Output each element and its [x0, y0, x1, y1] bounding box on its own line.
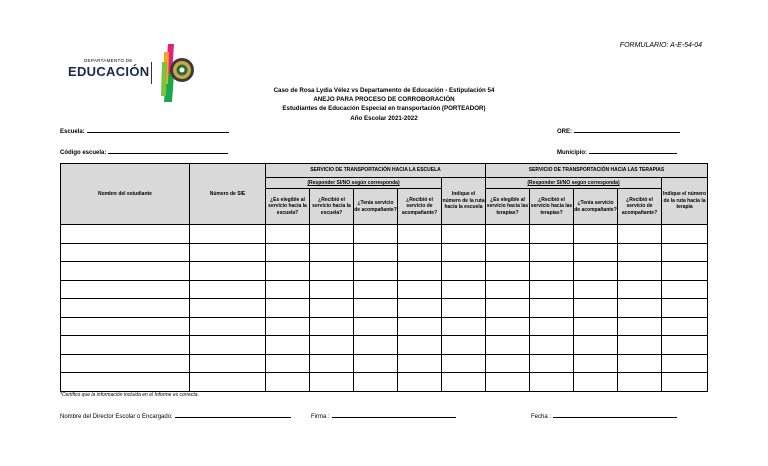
- corroboration-table: [60, 163, 708, 392]
- school-route-header: Indique el número de la ruta hacia la escuela: [442, 178, 486, 225]
- table-cell[interactable]: [618, 354, 662, 373]
- therapy-q-companion-received: ¿Recibió el servicio de acompañante?: [618, 189, 662, 225]
- firma-field[interactable]: [311, 414, 456, 420]
- table-cell[interactable]: [190, 262, 266, 281]
- table-cell[interactable]: [530, 317, 574, 336]
- table-cell[interactable]: [486, 280, 530, 299]
- table-cell[interactable]: [662, 317, 708, 336]
- codigo-label: Código escuela:: [60, 150, 107, 156]
- table-cell[interactable]: [574, 225, 618, 244]
- table-cell[interactable]: [618, 262, 662, 281]
- table-cell[interactable]: [574, 317, 618, 336]
- table-cell[interactable]: [398, 373, 442, 392]
- table-cell[interactable]: [442, 373, 486, 392]
- table-cell[interactable]: [266, 225, 310, 244]
- col-student-name: Nombre del estudiante: [61, 164, 190, 225]
- director-blank[interactable]: [175, 417, 291, 418]
- table-cell[interactable]: [398, 225, 442, 244]
- table-cell[interactable]: [266, 354, 310, 373]
- ore-blank[interactable]: [574, 132, 680, 133]
- table-cell[interactable]: [662, 262, 708, 281]
- table-row: [61, 354, 708, 373]
- table-cell[interactable]: [530, 299, 574, 318]
- ore-field[interactable]: [557, 129, 680, 135]
- table-cell[interactable]: [662, 225, 708, 244]
- table-cell[interactable]: [266, 336, 310, 355]
- table-cell[interactable]: [190, 336, 266, 355]
- table-cell[interactable]: [574, 373, 618, 392]
- table-cell[interactable]: [486, 317, 530, 336]
- table-cell[interactable]: [530, 354, 574, 373]
- therapy-route-header: Indique el número de la ruta hacia la terapia: [662, 178, 708, 225]
- table-cell[interactable]: [618, 243, 662, 262]
- table-cell[interactable]: [190, 373, 266, 392]
- title-line-4: Año Escolar 2021-2022: [350, 114, 418, 122]
- table-cell[interactable]: [398, 317, 442, 336]
- table-cell[interactable]: [190, 299, 266, 318]
- table-cell[interactable]: [61, 225, 190, 244]
- fecha-blank[interactable]: [553, 417, 677, 418]
- table-cell[interactable]: [310, 280, 354, 299]
- school-q-companion-received: ¿Recibió el servicio de acompañante?: [398, 189, 442, 225]
- table-cell[interactable]: [398, 262, 442, 281]
- table-row: [61, 336, 708, 355]
- table-cell[interactable]: [266, 299, 310, 318]
- table-cell[interactable]: [618, 280, 662, 299]
- table-row: [61, 299, 708, 318]
- group-school-transport: SERVICIO DE TRANSPORTACIÓN HACIA LA ESCUELA: [266, 164, 486, 178]
- table-cell[interactable]: [61, 317, 190, 336]
- table-cell[interactable]: [618, 317, 662, 336]
- school-q-received: ¿Recibió el servicio hacia la escuela?: [310, 189, 354, 225]
- table-cell[interactable]: [354, 280, 398, 299]
- table-cell[interactable]: [442, 225, 486, 244]
- table-cell[interactable]: [486, 373, 530, 392]
- table-cell[interactable]: [530, 225, 574, 244]
- table-row: [61, 317, 708, 336]
- table-row: [61, 280, 708, 299]
- logo-dept-label: DEPARTAMENTO DE: [84, 58, 133, 63]
- logo-edu-label: EDUCACIÓN: [68, 64, 150, 79]
- title-line-1: Caso de Rosa Lydia Vélez vs Departamento de Educación - Estipulación 54: [273, 87, 495, 94]
- table-cell[interactable]: [354, 299, 398, 318]
- table-cell[interactable]: [310, 373, 354, 392]
- escuela-label: Escuela:: [60, 129, 85, 135]
- table-cell[interactable]: [442, 243, 486, 262]
- table-cell[interactable]: [310, 262, 354, 281]
- certification-footnote: *Certifico que la información incluida en el Informe es correcta.: [60, 392, 199, 398]
- table-cell[interactable]: [662, 354, 708, 373]
- table-cell[interactable]: [618, 225, 662, 244]
- therapy-respond-label: (Responder SI/NO según corresponda): [486, 178, 662, 189]
- table-cell[interactable]: [574, 243, 618, 262]
- table-cell[interactable]: [310, 299, 354, 318]
- table-cell[interactable]: [530, 336, 574, 355]
- table-cell[interactable]: [442, 354, 486, 373]
- table-cell[interactable]: [486, 354, 530, 373]
- title-line-2: ANEJO PARA PROCESO DE CORROBORACIÓN: [313, 96, 455, 104]
- table-cell[interactable]: [574, 262, 618, 281]
- table-cell[interactable]: [61, 243, 190, 262]
- table-cell[interactable]: [354, 373, 398, 392]
- table-cell[interactable]: [662, 336, 708, 355]
- table-cell[interactable]: [662, 280, 708, 299]
- table-cell[interactable]: [266, 373, 310, 392]
- escuela-field[interactable]: [60, 129, 229, 135]
- fecha-field[interactable]: [531, 414, 677, 420]
- table-cell[interactable]: [310, 225, 354, 244]
- director-signature-field[interactable]: [60, 414, 291, 420]
- table-cell[interactable]: [486, 262, 530, 281]
- table-cell[interactable]: [190, 354, 266, 373]
- table-cell[interactable]: [310, 317, 354, 336]
- table-cell[interactable]: [61, 354, 190, 373]
- table-cell[interactable]: [486, 225, 530, 244]
- table-cell[interactable]: [61, 262, 190, 281]
- school-q-eligible: ¿Es elegible al servicio hacia la escuela?: [266, 189, 310, 225]
- municipio-field[interactable]: [557, 150, 677, 156]
- table-cell[interactable]: [530, 243, 574, 262]
- table-cell[interactable]: [574, 354, 618, 373]
- codigo-field[interactable]: [60, 150, 228, 156]
- table-cell[interactable]: [190, 280, 266, 299]
- school-q-companion: ¿Tenía servicio de acompañante?: [354, 189, 398, 225]
- form-id: FORMULARIO: A-E-54-04: [619, 42, 702, 49]
- table-cell[interactable]: [61, 299, 190, 318]
- logo-divider: [151, 62, 152, 84]
- table-cell[interactable]: [398, 243, 442, 262]
- table-cell[interactable]: [662, 373, 708, 392]
- table-cell[interactable]: [310, 336, 354, 355]
- therapy-q-eligible: ¿Es elegible al servicio hacia las terapias?: [486, 189, 530, 225]
- table-cell[interactable]: [190, 317, 266, 336]
- table-cell[interactable]: [354, 354, 398, 373]
- table-cell[interactable]: [310, 354, 354, 373]
- table-cell[interactable]: [398, 354, 442, 373]
- table-cell[interactable]: [530, 280, 574, 299]
- table-cell[interactable]: [354, 336, 398, 355]
- table-cell[interactable]: [486, 336, 530, 355]
- table-cell[interactable]: [266, 280, 310, 299]
- ore-label: ORE:: [557, 129, 572, 135]
- table-row: [61, 225, 708, 244]
- table-body: [61, 225, 708, 392]
- table-cell[interactable]: [486, 299, 530, 318]
- table-row: [61, 373, 708, 392]
- table-cell[interactable]: [486, 243, 530, 262]
- title-line-3: Estudiantes de Educación Especial en transportación (PORTEADOR): [282, 105, 486, 113]
- table-cell[interactable]: [190, 243, 266, 262]
- municipio-blank[interactable]: [589, 153, 677, 154]
- table-cell[interactable]: [442, 280, 486, 299]
- table-cell[interactable]: [398, 299, 442, 318]
- table-cell[interactable]: [574, 280, 618, 299]
- table-cell[interactable]: [354, 262, 398, 281]
- table-row: [61, 243, 708, 262]
- firma-label: Firma :: [311, 414, 330, 420]
- therapy-q-companion: ¿Tenía servicio de acompañante?: [574, 189, 618, 225]
- table-cell[interactable]: [618, 299, 662, 318]
- table-cell[interactable]: [61, 373, 190, 392]
- col-sie-number: Número de SIE: [190, 164, 266, 225]
- school-respond-label: (Responder SI/NO según corresponda): [266, 178, 442, 189]
- table-cell[interactable]: [442, 317, 486, 336]
- table-cell[interactable]: [618, 373, 662, 392]
- fecha-label: Fecha :: [531, 414, 552, 420]
- table-row: [61, 262, 708, 281]
- table-cell[interactable]: [398, 336, 442, 355]
- table-cell[interactable]: [266, 262, 310, 281]
- codigo-blank[interactable]: [108, 153, 228, 154]
- municipio-label: Municipio:: [557, 150, 587, 156]
- table-cell[interactable]: [574, 299, 618, 318]
- therapy-q-received: ¿Recibió el servicio hacia las terapias?: [530, 189, 574, 225]
- table-cell[interactable]: [574, 336, 618, 355]
- escuela-blank[interactable]: [87, 132, 229, 133]
- table-cell[interactable]: [190, 225, 266, 244]
- table-cell[interactable]: [266, 317, 310, 336]
- director-label: Nombre del Director Escolar o Encargado:: [60, 414, 173, 420]
- table-cell[interactable]: [61, 280, 190, 299]
- group-therapy-transport: SERVICIO DE TRANSPORTACIÓN HACIA LAS TERAPIAS: [486, 164, 708, 178]
- table-cell[interactable]: [662, 299, 708, 318]
- table-cell[interactable]: [530, 262, 574, 281]
- document-titles: [0, 86, 768, 123]
- table-cell[interactable]: [354, 243, 398, 262]
- firma-blank[interactable]: [332, 417, 456, 418]
- table-cell[interactable]: [442, 299, 486, 318]
- table-cell[interactable]: [530, 373, 574, 392]
- table-cell[interactable]: [442, 336, 486, 355]
- table-cell[interactable]: [618, 336, 662, 355]
- table-cell[interactable]: [354, 225, 398, 244]
- table-cell[interactable]: [662, 243, 708, 262]
- table-cell[interactable]: [442, 262, 486, 281]
- table-cell[interactable]: [354, 317, 398, 336]
- table-cell[interactable]: [266, 243, 310, 262]
- table-cell[interactable]: [61, 336, 190, 355]
- table-cell[interactable]: [310, 243, 354, 262]
- table-cell[interactable]: [398, 280, 442, 299]
